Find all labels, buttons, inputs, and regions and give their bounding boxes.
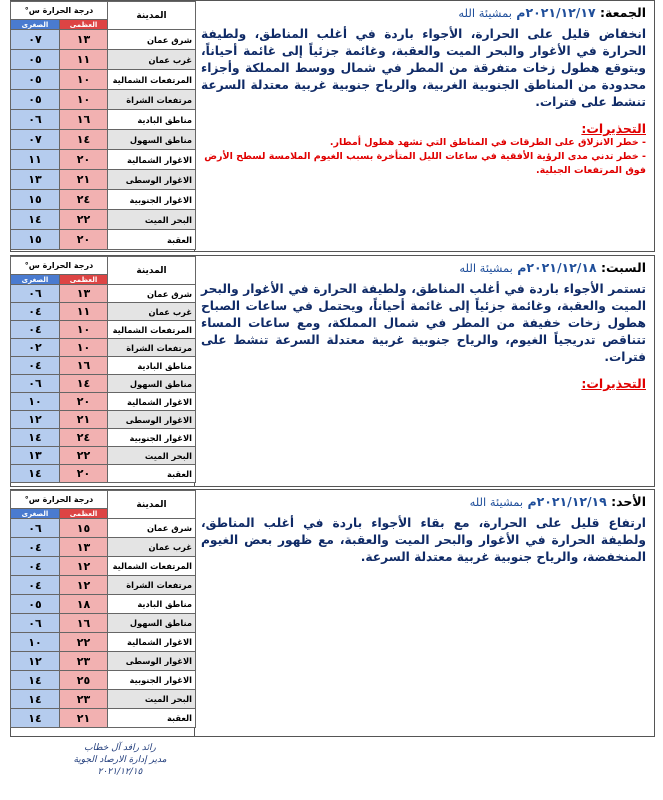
min-temp: ٠٤: [11, 303, 60, 321]
max-temp: ١٠: [60, 339, 108, 357]
min-temp: ٠٧: [11, 30, 60, 50]
day-section: [10, 255, 655, 487]
table-row: [11, 465, 196, 483]
max-temp: ١٣: [60, 30, 108, 50]
city-header: المدينة: [108, 491, 196, 519]
city-name: الاغوار الشمالية: [108, 393, 196, 411]
table-row: [11, 30, 196, 50]
city-name: الاغوار الوسطى: [108, 411, 196, 429]
city-name: مرتفعات الشراة: [108, 339, 196, 357]
table-row: [11, 170, 196, 190]
city-name: الاغوار الجنوبية: [108, 429, 196, 447]
min-temp: ٠٤: [11, 357, 60, 375]
max-temp: ١٣: [60, 285, 108, 303]
min-temp: ٠٦: [11, 614, 60, 633]
min-temp: ١٠: [11, 393, 60, 411]
table-row: [11, 190, 196, 210]
min-temp: ٠٦: [11, 519, 60, 538]
min-temp: ٠٧: [11, 130, 60, 150]
table-row: [11, 339, 196, 357]
forecast-text-column: [194, 256, 654, 486]
temperature-header: درجة الحرارة س°: [11, 491, 108, 509]
day-insha: بمشيئة الله: [458, 6, 512, 20]
city-name: غرب عمان: [108, 303, 196, 321]
city-name: شرق عمان: [108, 519, 196, 538]
city-name: المرتفعات الشمالية: [108, 321, 196, 339]
day-date: ٢٠٢١/١٢/١٧م: [516, 5, 596, 20]
city-name: غرب عمان: [108, 538, 196, 557]
max-header: العظمى: [60, 20, 108, 30]
temperature-header: درجة الحرارة س°: [11, 2, 108, 20]
warning-item: - خطر تدني مدى الرؤية الأفقية في ساعات الليل المتأخرة بسبب الغيوم الملامسة لسطح الأرض فوق المرتفعات الجبلية.: [204, 151, 646, 176]
city-name: المرتفعات الشمالية: [108, 70, 196, 90]
table-row: [11, 70, 196, 90]
table-row: [11, 709, 196, 728]
max-temp: ١٠: [60, 90, 108, 110]
table-row: [11, 375, 196, 393]
day-heading: [201, 494, 646, 509]
table-row: [11, 393, 196, 411]
city-name: البحر الميت: [108, 690, 196, 709]
max-temp: ٢١: [60, 170, 108, 190]
day-date: ٢٠٢١/١٢/١٨م: [517, 260, 597, 275]
max-temp: ١١: [60, 50, 108, 70]
table-row: [11, 595, 196, 614]
max-temp: ١٢: [60, 557, 108, 576]
city-name: مناطق السهول: [108, 614, 196, 633]
table-row: [11, 614, 196, 633]
day-heading: [201, 260, 646, 275]
max-temp: ٢٠: [60, 393, 108, 411]
table-row: [11, 150, 196, 170]
warnings-title: التحذيرات:: [581, 121, 646, 136]
forecast-text-column: [194, 1, 654, 251]
signature-title: مدير إدارة الارصاد الجوية: [73, 755, 167, 765]
table-row: [11, 429, 196, 447]
table-row: [11, 538, 196, 557]
max-temp: ٢٠: [60, 230, 108, 250]
max-header: العظمى: [60, 509, 108, 519]
table-row: [11, 90, 196, 110]
city-name: الاغوار الوسطى: [108, 652, 196, 671]
city-name: شرق عمان: [108, 30, 196, 50]
forecast-paragraph: تستمر الأجواء باردة في أغلب المناطق، ولطيفة الحرارة في الأغوار والبحر الميت والعقبة، وغائمة جزئياً إلى غائمة أحياناً، ويحتمل في ساعات الصباح هطول زخات خفيفة من المطر في شمال المملكة، ومع ساعات المساء تتناقص تدريجياً الغيوم، والرياح جنوبية غربية معتدلة السرعة تنشط على فترات.: [201, 282, 646, 364]
max-temp: ٢٣: [60, 652, 108, 671]
min-header: الصغرى: [11, 275, 60, 285]
forecast-paragraph: ارتفاع قليل على الحرارة، مع بقاء الأجواء باردة في أغلب المناطق، ولطيفة الحرارة في الأغوار والبحر الميت والعقبة، مع ظهور بعض الغيوم المنخفضة، والرياح جنوبية غربية معتدلة السرعة.: [201, 516, 646, 564]
min-temp: ١٤: [11, 709, 60, 728]
day-heading: [201, 5, 646, 20]
max-temp: ٢٢: [60, 447, 108, 465]
table-row: [11, 50, 196, 70]
max-temp: ٢٣: [60, 690, 108, 709]
forecast-paragraph: انخفاض قليل على الحرارة، الأجواء باردة في أغلب المناطق، ولطيفة الحرارة في الأغوار والبحر الميت والعقبة، وغائمة جزئياً إلى غائمة أحياناً، ويتوقع هطول زخات متفرقة من المطر في شمال ووسط المملكة وأجزاء محدودة من المناطق الجنوبية الغربية، والرياح جنوبية غربية معتدلة السرعة تنشط على فترات.: [201, 27, 646, 109]
max-temp: ٢٠: [60, 150, 108, 170]
city-name: البحر الميت: [108, 447, 196, 465]
city-name: المرتفعات الشمالية: [108, 557, 196, 576]
min-header: الصغرى: [11, 509, 60, 519]
min-temp: ٠٦: [11, 285, 60, 303]
min-temp: ١٢: [11, 411, 60, 429]
max-temp: ١٦: [60, 357, 108, 375]
city-name: الاغوار الجنوبية: [108, 671, 196, 690]
min-temp: ١٥: [11, 190, 60, 210]
city-name: البحر الميت: [108, 210, 196, 230]
max-temp: ١١: [60, 303, 108, 321]
day-section: [10, 489, 655, 737]
table-row: [11, 447, 196, 465]
temperature-table: [10, 1, 196, 250]
min-temp: ١٤: [11, 210, 60, 230]
max-temp: ٢١: [60, 709, 108, 728]
table-row: [11, 519, 196, 538]
warnings-title: التحذيرات:: [581, 376, 646, 391]
city-name: مرتفعات الشراة: [108, 90, 196, 110]
min-temp: ١٠: [11, 633, 60, 652]
table-row: [11, 557, 196, 576]
temperature-table-column: [11, 256, 196, 486]
max-temp: ١٣: [60, 538, 108, 557]
city-name: العقبة: [108, 230, 196, 250]
city-header: المدينة: [108, 257, 196, 285]
temperature-table-column: [11, 490, 196, 736]
max-temp: ١٢: [60, 576, 108, 595]
city-header: المدينة: [108, 2, 196, 30]
min-temp: ٠٥: [11, 70, 60, 90]
table-row: [11, 285, 196, 303]
city-name: مناطق البادية: [108, 110, 196, 130]
min-temp: ١٤: [11, 671, 60, 690]
max-header: العظمى: [60, 275, 108, 285]
table-row: [11, 411, 196, 429]
city-name: مناطق السهول: [108, 375, 196, 393]
city-name: مناطق البادية: [108, 357, 196, 375]
signature-date: ٢٠٢١/١٢/١٥: [97, 767, 143, 777]
table-row: [11, 671, 196, 690]
table-row: [11, 321, 196, 339]
min-temp: ١٤: [11, 690, 60, 709]
temperature-table: [10, 256, 196, 483]
table-row: [11, 303, 196, 321]
temperature-header: درجة الحرارة س°: [11, 257, 108, 275]
city-name: شرق عمان: [108, 285, 196, 303]
max-temp: ١٦: [60, 614, 108, 633]
min-temp: ١٥: [11, 230, 60, 250]
signature-name: رائد رافد آل خطاب: [84, 743, 156, 753]
min-header: الصغرى: [11, 20, 60, 30]
table-row: [11, 110, 196, 130]
city-name: العقبة: [108, 709, 196, 728]
min-temp: ٠٦: [11, 375, 60, 393]
min-temp: ٠٢: [11, 339, 60, 357]
temperature-table-column: [11, 1, 196, 251]
min-temp: ١١: [11, 150, 60, 170]
max-temp: ١٠: [60, 70, 108, 90]
day-section: [10, 0, 655, 252]
max-temp: ١٦: [60, 110, 108, 130]
min-temp: ٠٤: [11, 557, 60, 576]
table-row: [11, 690, 196, 709]
min-temp: ٠٥: [11, 595, 60, 614]
day-label: الأحد:: [611, 494, 646, 509]
max-temp: ١٨: [60, 595, 108, 614]
min-temp: ٠٥: [11, 90, 60, 110]
max-temp: ١٠: [60, 321, 108, 339]
min-temp: ٠٤: [11, 538, 60, 557]
day-date: ٢٠٢١/١٢/١٩م: [527, 494, 607, 509]
min-temp: ١٢: [11, 652, 60, 671]
day-insha: بمشيئة الله: [459, 261, 513, 275]
min-temp: ٠٦: [11, 110, 60, 130]
city-name: العقبة: [108, 465, 196, 483]
max-temp: ٢٥: [60, 671, 108, 690]
temperature-table: [10, 490, 196, 728]
min-temp: ٠٤: [11, 321, 60, 339]
day-label: السبت:: [600, 260, 646, 275]
signature-block: [40, 742, 200, 778]
city-name: مناطق البادية: [108, 595, 196, 614]
city-name: مناطق السهول: [108, 130, 196, 150]
min-temp: ١٤: [11, 429, 60, 447]
min-temp: ٠٥: [11, 50, 60, 70]
city-name: الاغوار الجنوبية: [108, 190, 196, 210]
max-temp: ٢٢: [60, 633, 108, 652]
max-temp: ٢٤: [60, 429, 108, 447]
table-row: [11, 652, 196, 671]
warning-item: - خطر الانزلاق على الطرقات في المناطق التي تشهد هطول أمطار.: [329, 137, 646, 148]
city-name: الاغوار الشمالية: [108, 633, 196, 652]
max-temp: ١٥: [60, 519, 108, 538]
max-temp: ١٤: [60, 375, 108, 393]
table-row: [11, 230, 196, 250]
city-name: الاغوار الشمالية: [108, 150, 196, 170]
min-temp: ١٤: [11, 465, 60, 483]
min-temp: ١٣: [11, 447, 60, 465]
max-temp: ٢٢: [60, 210, 108, 230]
table-row: [11, 210, 196, 230]
day-insha: بمشيئة الله: [469, 495, 524, 509]
city-name: الاغوار الوسطى: [108, 170, 196, 190]
max-temp: ١٤: [60, 130, 108, 150]
min-temp: ٠٤: [11, 576, 60, 595]
city-name: غرب عمان: [108, 50, 196, 70]
min-temp: ١٣: [11, 170, 60, 190]
table-row: [11, 633, 196, 652]
max-temp: ٢٠: [60, 465, 108, 483]
forecast-text-column: [194, 490, 654, 736]
max-temp: ٢١: [60, 411, 108, 429]
city-name: مرتفعات الشراة: [108, 576, 196, 595]
table-row: [11, 130, 196, 150]
max-temp: ٢٤: [60, 190, 108, 210]
table-row: [11, 357, 196, 375]
table-row: [11, 576, 196, 595]
day-label: الجمعة:: [599, 5, 646, 20]
